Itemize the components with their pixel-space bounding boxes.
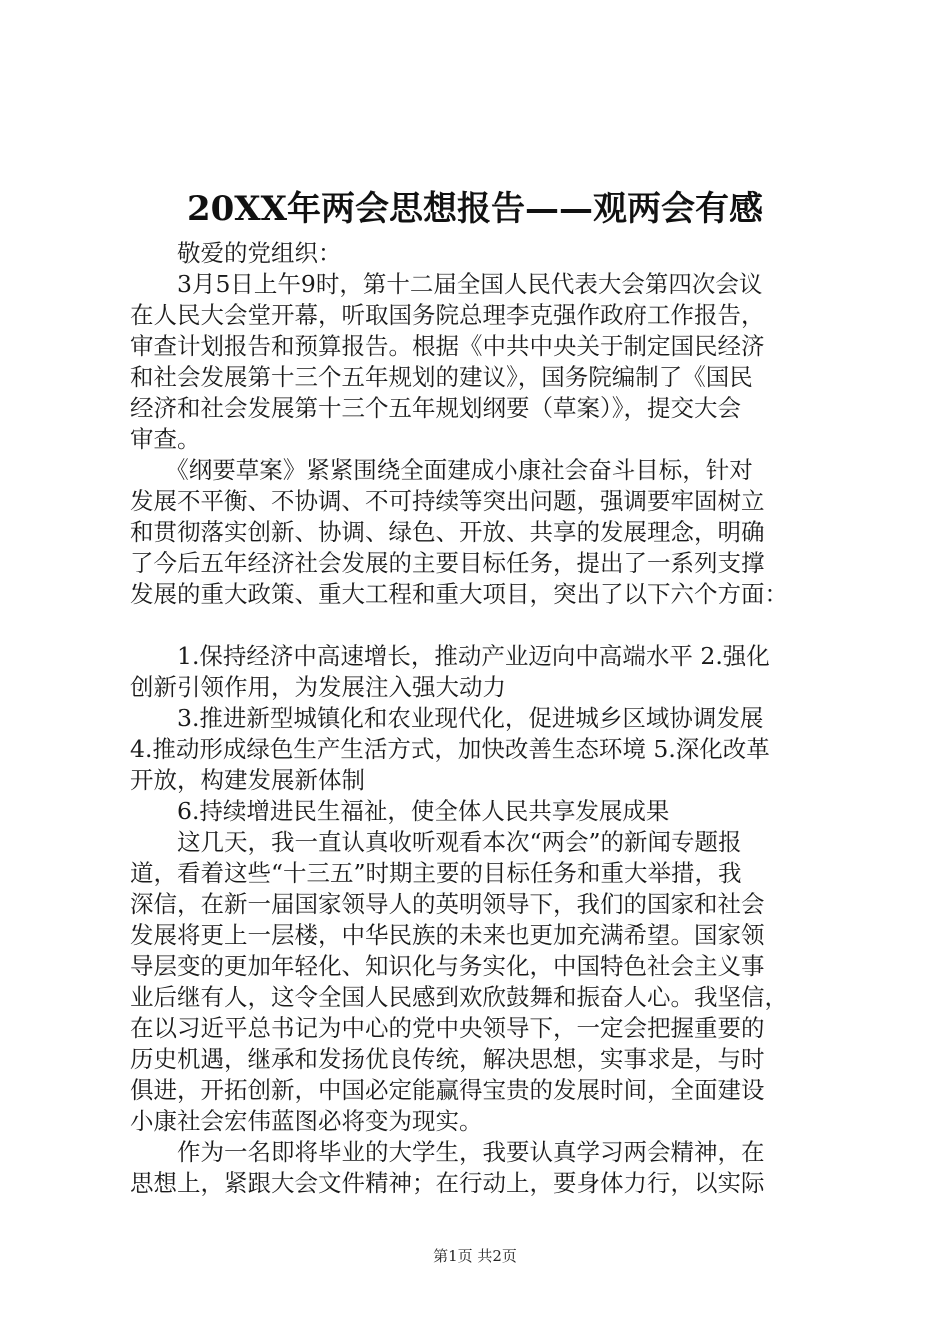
text-line: 道，看着这些“十三五”时期主要的目标任务和重大举措，我	[130, 859, 742, 887]
text-line: 敬爱的党组织：	[130, 239, 342, 267]
text-line: 创新引领作用，为发展注入强大动力	[130, 673, 506, 701]
text-line: 这几天，我一直认真收听观看本次“两会”的新闻专题报	[130, 828, 742, 856]
text-line: 开放，构建发展新体制	[130, 766, 365, 794]
text-line: 1.保持经济中高速增长，推动产业迈向中高端水平 2.强化	[130, 642, 770, 670]
text-line: 发展的重大政策、重大工程和重大项目，突出了以下六个方面：	[130, 580, 788, 608]
text-line: 审查计划报告和预算报告。根据《中共中央关于制定国民经济	[130, 332, 765, 360]
text-line: 经济和社会发展第十三个五年规划纲要（草案）》，提交大会	[130, 394, 741, 422]
text-line: 小康社会宏伟蓝图必将变为现实。	[130, 1107, 483, 1135]
text-line: 《纲要草案》紧紧围绕全面建成小康社会奋斗目标，针对	[130, 456, 753, 484]
text-line: 4.推动形成绿色生产生活方式，加快改善生态环境 5.深化改革	[130, 735, 770, 763]
text-line: 3月5日上午9时，第十二届全国人民代表大会第四次会议	[130, 270, 763, 298]
text-line: 和社会发展第十三个五年规划的建议》，国务院编制了《国民	[130, 363, 753, 391]
text-line: 在人民大会堂开幕，听取国务院总理李克强作政府工作报告，	[130, 301, 765, 329]
text-line: 和贯彻落实创新、协调、绿色、开放、共享的发展理念，明确	[130, 518, 765, 546]
text-line: 在以习近平总书记为中心的党中央领导下，一定会把握重要的	[130, 1014, 765, 1042]
text-line: 深信，在新一届国家领导人的英明领导下，我们的国家和社会	[130, 890, 765, 918]
document-title: 20XX年两会思想报告——观两会有感	[186, 189, 764, 229]
text-line: 3.推进新型城镇化和农业现代化，促进城乡区域协调发展	[130, 704, 764, 732]
text-line: 俱进，开拓创新，中国必定能赢得宝贵的发展时间，全面建设	[130, 1076, 765, 1104]
text-line: 6.持续增进民生福祉，使全体人民共享发展成果	[130, 797, 670, 825]
blank-line	[130, 610, 830, 641]
text-line: 业后继有人，这令全国人民感到欢欣鼓舞和振奋人心。我坚信，	[130, 983, 788, 1011]
text-line: 导层变的更加年轻化、知识化与务实化，中国特色社会主义事	[130, 952, 765, 980]
text-line: 发展将更上一层楼，中华民族的未来也更加充满希望。国家领	[130, 921, 765, 949]
text-line: 作为一名即将毕业的大学生，我要认真学习两会精神，在	[130, 1138, 765, 1166]
page-footer: 第1页 共2页	[433, 1247, 517, 1265]
text-line: 发展不平衡、不协调、不可持续等突出问题，强调要牢固树立	[130, 487, 765, 515]
text-line: 思想上，紧跟大会文件精神；在行动上，要身体力行，以实际	[130, 1169, 765, 1197]
document-body	[130, 238, 830, 1199]
text-line: 了今后五年经济社会发展的主要目标任务，提出了一系列支撑	[130, 549, 765, 577]
text-line: 审查。	[130, 425, 201, 453]
text-line: 历史机遇，继承和发扬优良传统，解决思想，实事求是，与时	[130, 1045, 765, 1073]
